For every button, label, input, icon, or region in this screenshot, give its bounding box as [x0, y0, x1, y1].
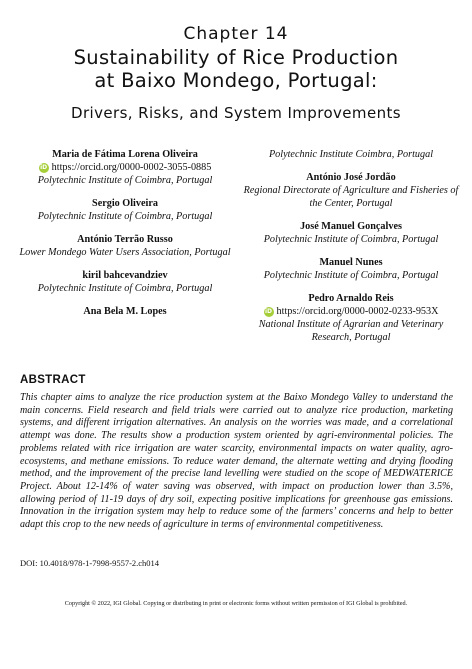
authors-right-column	[240, 148, 462, 344]
chapter-title	[10, 46, 462, 92]
copyright-notice: Copyright © 2022, IGI Global. Copying or distributing in print or electronic forms without written permission of IGI Global is prohibited.	[64, 600, 408, 607]
orcid-url[interactable]: https://orcid.org/0000-0002-0233-953X	[276, 306, 439, 317]
title-line-1: Sustainability of Rice Production	[73, 46, 399, 69]
author-name: Pedro Arnaldo Reis	[308, 293, 394, 304]
author-name: kiril bahcevandziev	[82, 270, 168, 281]
author-name: António Terrão Russo	[77, 234, 173, 245]
orcid-icon: iD	[40, 163, 48, 171]
author-name: Ana Bela M. Lopes	[83, 306, 167, 317]
author-affiliation: Polytechnic Institute of Coimbra, Portugal	[37, 175, 213, 186]
author-name: José Manuel Gonçalves	[300, 221, 402, 232]
author-affiliation: Polytechnic Institute of Coimbra, Portugal	[37, 211, 213, 222]
chapter-subtitle: Drivers, Risks, and System Improvements	[71, 104, 401, 122]
author-name: António José Jordão	[306, 172, 396, 183]
author-affiliation: Polytechnic Institute Coimbra, Portugal	[268, 149, 434, 160]
author-affiliation: Polytechnic Institute of Coimbra, Portugal	[37, 283, 213, 294]
orcid-url[interactable]: https://orcid.org/0000-0002-3055-0885	[51, 162, 212, 173]
abstract-text: This chapter aims to analyze the rice production system at the Baixo Mondego Valley to understand the main concerns. Field research and field trials were carried out to analyze rice production, marketing systems, and different irrigation alternatives. An analysis on the worries was made, and a correlational attempt was done. The results show a production system oriented by agri-environmental policies. The problems related with rice irrigation are water scarcity, environmental impacts on water quality, agro-ecosystems, and methane emissions. To reduce water demand, the alternate wetting and drying flooding method, and the improvement of the precise land levelling were studied on the scope of MEDWATERICE Project. About 12-14% of water saving was observed, with impact on production lower than 3.5%, allowing period of 11-19 days of dry soil, expecting positive implications for greenhouse gas emissions. Innovation in the irrigation system may help to reduce some of the farmers’ concerns and help to better adapt this crop to the new needs of agriculture in terms of environmental competitiveness.	[20, 392, 453, 531]
author-name: Manuel Nunes	[319, 257, 383, 268]
orcid-link[interactable]	[15, 161, 235, 174]
orcid-icon: iD	[264, 307, 273, 315]
author-affiliation: Polytechnic Institute of Coimbra, Portugal	[263, 234, 439, 245]
title-line-2: at Baixo Mondego, Portugal:	[94, 69, 378, 92]
doi: DOI: 10.4018/978-1-7998-9557-2.ch014	[20, 558, 160, 568]
author-name: Maria de Fátima Lorena Oliveira	[52, 149, 198, 160]
author-affiliation: Lower Mondego Water Users Association, Portugal	[19, 247, 231, 258]
abstract-heading: ABSTRACT	[20, 374, 86, 386]
author-affiliation: Polytechnic Institute of Coimbra, Portugal	[263, 270, 439, 281]
orcid-link[interactable]	[240, 305, 462, 318]
chapter-label: Chapter 14	[183, 24, 289, 44]
author-affiliation: National Institute of Agrarian and Veterinary Research, Portugal	[258, 319, 444, 343]
author-affiliation: Regional Directorate of Agriculture and Fisheries of the Center, Portugal	[243, 185, 459, 209]
authors-left-column	[15, 148, 235, 318]
author-name: Sergio Oliveira	[92, 198, 158, 209]
